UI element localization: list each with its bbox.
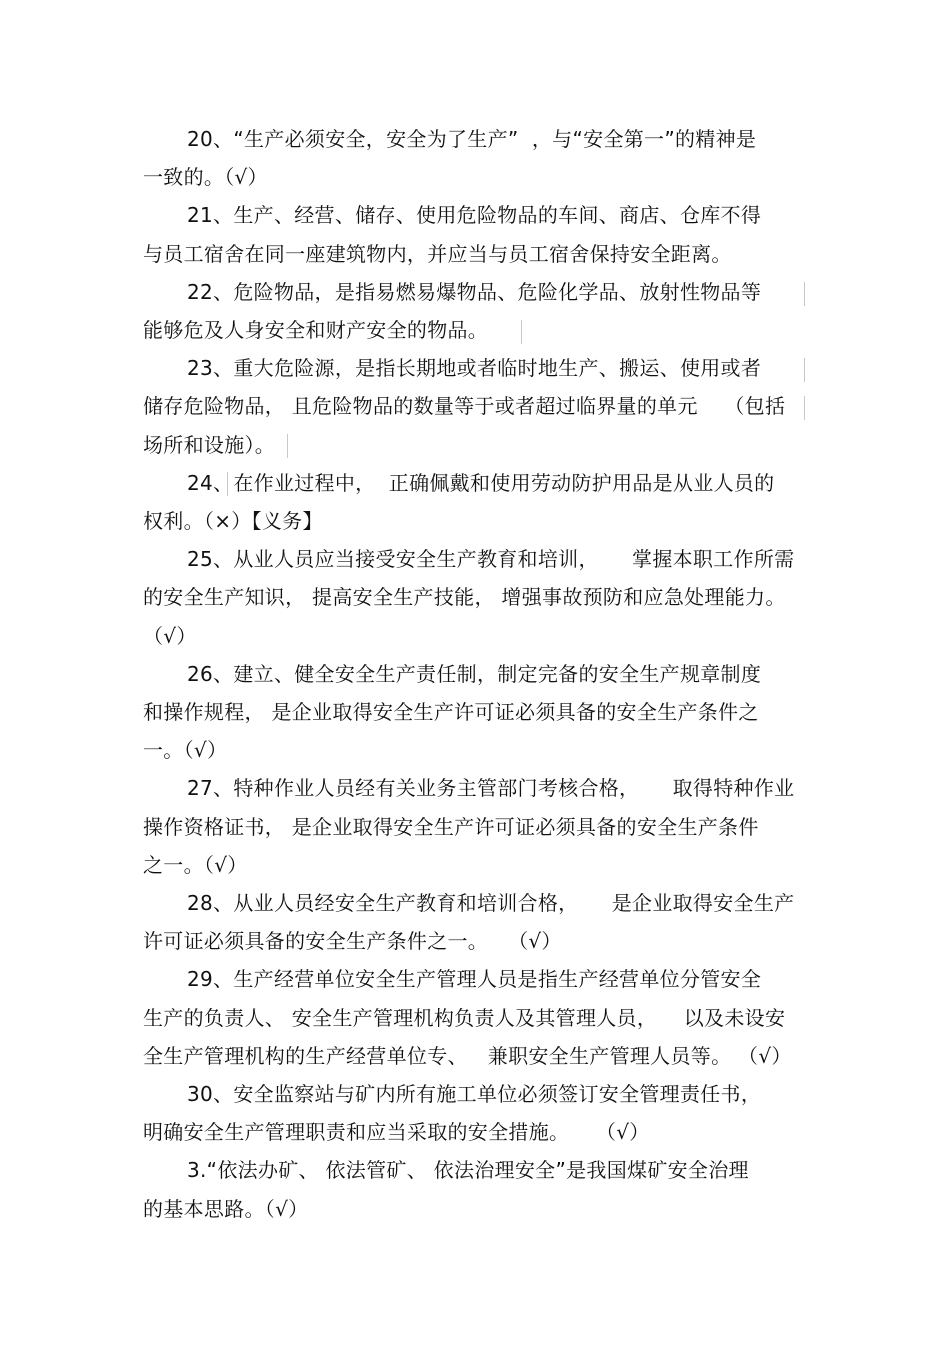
item-line: 权利。（×）【义务】 — [143, 509, 323, 534]
item-line: 与员工宿舍在同一座建筑物内，并应当与员工宿舍保持安全距离。 — [143, 241, 732, 266]
item-line: 一。（√） — [143, 738, 228, 763]
edge-mark — [804, 282, 805, 306]
list-item — [143, 1151, 805, 1227]
list-item — [143, 349, 805, 464]
item-line: 30、安全监察站与矿内所有施工单位必须签订安全管理责任书， — [187, 1082, 762, 1107]
item-line: 3.“依法办矿、 依法管矿、 依法治理安全”是我国煤矿安全治理 — [187, 1158, 749, 1183]
item-line: 23、重大危险源，是指长期地或者临时地生产、搬运、使用或者 — [187, 356, 762, 381]
item-line: 29、生产经营单位安全生产管理人员是指生产经营单位分管安全 — [187, 967, 762, 992]
item-line: 明确安全生产管理职责和应当采取的安全措施。 （√） — [143, 1120, 650, 1145]
item-line: 许可证必须具备的安全生产条件之一。 （√） — [143, 929, 562, 954]
list-item — [143, 196, 805, 272]
edge-mark — [227, 472, 228, 496]
edge-mark — [521, 320, 522, 344]
item-line: 储存危险物品， 且危险物品的数量等于或者超过临界量的单元 （包括 — [143, 394, 786, 419]
list-item — [143, 960, 805, 1075]
list-item — [143, 273, 805, 349]
item-line: 全生产管理机构的生产经营单位专、 兼职安全生产管理人员等。 （√） — [143, 1043, 792, 1068]
edge-mark — [287, 434, 288, 458]
list-item — [143, 464, 805, 540]
item-line: 场所和设施）。 — [143, 432, 276, 457]
list-item — [143, 884, 805, 960]
item-line: 和操作规程， 是企业取得安全生产许可证必须具备的安全生产条件之 — [143, 700, 759, 725]
item-line: 24、在作业过程中， 正确佩戴和使用劳动防护用品是从业人员的 — [187, 470, 775, 495]
list-item — [143, 1075, 805, 1151]
list-item — [143, 655, 805, 770]
item-line: 的基本思路。（√） — [143, 1196, 309, 1221]
question-list — [143, 120, 805, 1228]
item-line: 28、从业人员经安全生产教育和培训合格， 是企业取得安全生产 — [187, 891, 795, 916]
item-line: 之一。（√） — [143, 852, 248, 877]
list-item — [143, 540, 805, 655]
item-line: 25、从业人员应当接受安全生产教育和培训， 掌握本职工作所需 — [187, 547, 795, 572]
item-line: 26、建立、健全安全生产责任制，制定完备的安全生产规章制度 — [187, 661, 762, 686]
item-line: 21、生产、经营、储存、使用危险物品的车间、商店、仓库不得 — [187, 203, 762, 228]
list-item — [143, 769, 805, 884]
item-line: 能够危及人身安全和财产安全的物品。 — [143, 318, 489, 343]
item-line: 20、“生产必须安全，安全为了生产” ，与“安全第一”的精神是 — [187, 127, 757, 151]
list-item — [143, 120, 805, 196]
item-line: 27、特种作业人员经有关业务主管部门考核合格， 取得特种作业 — [187, 776, 795, 801]
item-line: （√） — [143, 623, 197, 648]
item-line: 一致的。（√） — [143, 165, 268, 190]
item-line: 的安全生产知识， 提高安全生产技能， 增强事故预防和应急处理能力。 — [143, 585, 786, 610]
item-line: 生产的负责人、 安全生产管理机构负责人及其管理人员， 以及未设安 — [143, 1005, 786, 1030]
edge-mark — [804, 396, 805, 420]
edge-mark — [804, 358, 805, 382]
item-line: 22、危险物品，是指易燃易爆物品、危险化学品、放射性物品等 — [187, 279, 762, 304]
item-line: 操作资格证书， 是企业取得安全生产许可证必须具备的安全生产条件 — [143, 814, 759, 839]
